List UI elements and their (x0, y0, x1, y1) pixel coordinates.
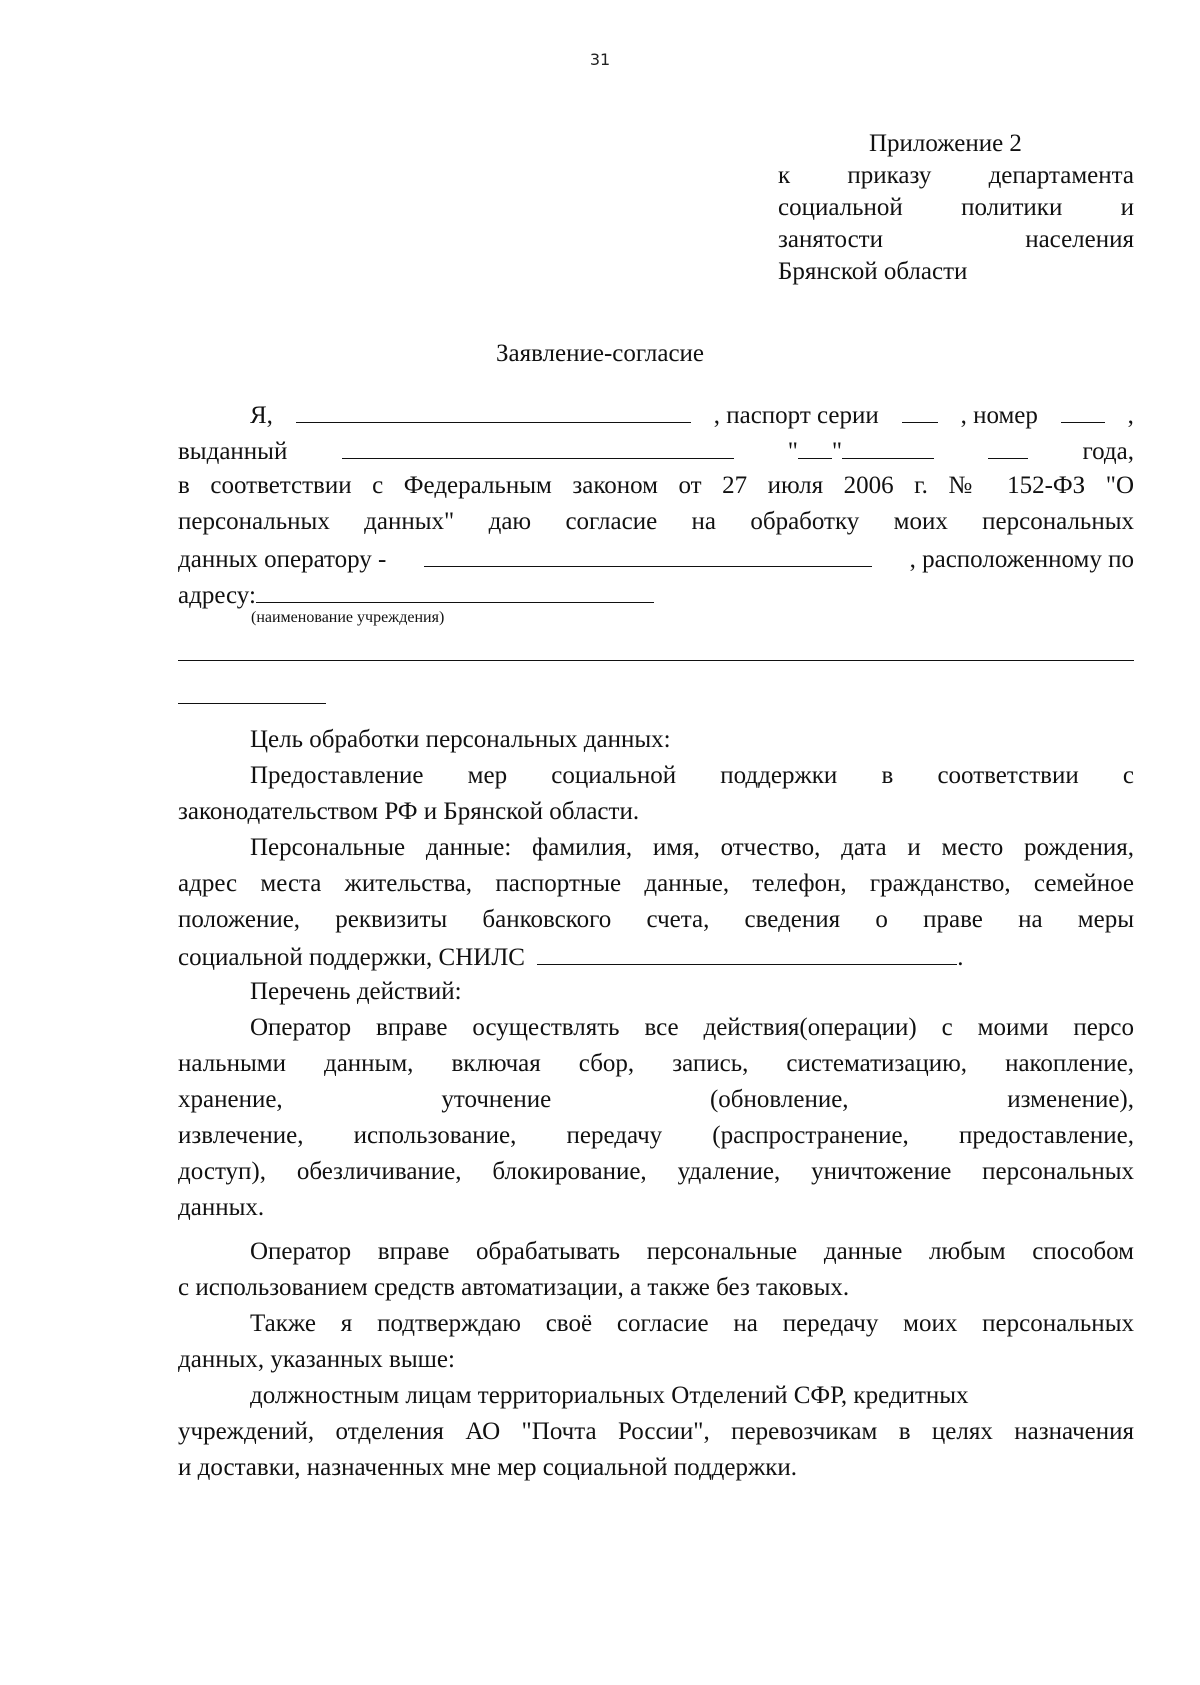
form-row-address (178, 576, 1134, 609)
appendix-line-2 (778, 192, 1134, 224)
actions-line: доступ), обезличивание, блокирование, удаление, уничтожение персональных (178, 1158, 1134, 1185)
consent-form (178, 396, 1134, 704)
form-row-law (178, 468, 1134, 504)
actions-line: хранение, уточнение (обновление, изменение), (178, 1086, 1134, 1113)
period: . (957, 944, 964, 971)
personal-data-line: адрес места жительства, паспортные данные, телефон, гражданство, семейное (178, 870, 1134, 897)
quote-open: " (787, 438, 798, 465)
recipients-section (178, 1378, 1134, 1486)
appendix-word: департамента (988, 162, 1134, 189)
purpose-section (178, 722, 1134, 830)
document-title: Заявление-согласие (495, 340, 705, 367)
transfer-line: данных, указанных выше: (178, 1346, 455, 1373)
actions-line: нальными данным, включая сбор, запись, систематизацию, накопление, (178, 1050, 1134, 1077)
processing-line: Оператор вправе обрабатывать персональные данные любым способом (250, 1238, 1134, 1265)
personal-data-line: положение, реквизиты банковского счета, сведения о праве на меры (178, 906, 1134, 933)
appendix-title: Приложение 2 (869, 130, 1022, 157)
appendix-word: к (778, 162, 791, 189)
passport-number-field[interactable] (1061, 396, 1105, 423)
appendix-word: приказу (847, 162, 932, 189)
label-address: адресу: (178, 582, 256, 609)
label-issued: выданный (178, 438, 288, 465)
label-year: года, (1082, 438, 1134, 465)
purpose-text-line: законодательством РФ и Брянской области. (178, 798, 640, 825)
actions-line: извлечение, использование, передачу (распространение, предоставление, (178, 1122, 1134, 1149)
form-row-issued (178, 432, 1134, 468)
passport-series-field[interactable] (902, 396, 938, 423)
recipients-line: учреждений, отделения АО "Почта России", перевозчикам в целях назначения (178, 1418, 1134, 1445)
purpose-heading: Цель обработки персональных данных: (250, 726, 671, 753)
snils-field[interactable] (537, 938, 957, 965)
appendix-word: политики (961, 194, 1063, 221)
appendix-word: социальной (778, 194, 903, 221)
operator-name-field[interactable] (424, 540, 872, 567)
form-row-consent (178, 504, 1134, 540)
actions-line: Оператор вправе осуществлять все действия(операции) с моими персо (250, 1014, 1134, 1041)
personal-data-section (178, 830, 1134, 976)
label-passport-series: , паспорт серии (713, 402, 879, 429)
address-field[interactable] (256, 576, 654, 603)
label-operator: данных оператору - (178, 546, 387, 573)
form-row-name-passport (178, 396, 1134, 432)
page-number: 31 (589, 50, 611, 69)
actions-heading: Перечень действий: (250, 978, 462, 1005)
snils-label: социальной поддержки, СНИЛС (178, 944, 525, 971)
actions-line: данных. (178, 1194, 265, 1221)
issue-day-field[interactable] (798, 432, 832, 459)
address-continuation-line[interactable] (178, 660, 1134, 661)
issued-by-field[interactable] (342, 432, 734, 459)
institution-name-caption: (наименование учреждения) (251, 609, 445, 626)
issue-month-field[interactable] (842, 432, 934, 459)
purpose-text-line: Предоставление мер социальной поддержки в соответствии с (250, 762, 1134, 789)
consent-text: персональных данных" даю согласие на обработку моих персональных (178, 508, 1134, 535)
appendix-line-4: Брянской области (778, 258, 968, 285)
appendix-word: населения (1025, 226, 1134, 253)
date-group (788, 432, 934, 470)
comma: , (1127, 402, 1134, 429)
personal-data-line: Персональные данные: фамилия, имя, отчество, дата и место рождения, (250, 834, 1134, 861)
label-number: , номер (960, 402, 1038, 429)
label-ya: Я, (250, 402, 273, 429)
appendix-line-3 (778, 224, 1134, 256)
recipients-line: и доставки, назначенных мне мер социальной поддержки. (178, 1454, 798, 1481)
processing-section (178, 1234, 1134, 1306)
label-located: , расположенному по (909, 546, 1134, 573)
actions-section (178, 974, 1134, 1226)
appendix-line-1 (778, 160, 1134, 192)
address-continuation-short-line[interactable] (178, 703, 326, 704)
recipients-line: должностным лицам территориальных Отделений СФР, кредитных (250, 1382, 969, 1409)
transfer-line: Также я подтверждаю своё согласие на передачу моих персональных (250, 1310, 1134, 1337)
snils-line (178, 938, 1134, 976)
transfer-section (178, 1306, 1134, 1378)
appendix-header (778, 128, 1134, 288)
issue-year-field[interactable] (988, 432, 1028, 459)
quote-close: " (831, 438, 843, 465)
appendix-word: занятости (778, 226, 883, 253)
form-row-operator (178, 540, 1134, 576)
processing-line: с использованием средств автоматизации, а также без таковых. (178, 1274, 850, 1301)
law-text: в соответствии с Федеральным законом от 27 июля 2006 г. № 152-ФЗ "О (178, 472, 1134, 499)
full-name-field[interactable] (296, 396, 691, 423)
appendix-word: и (1120, 194, 1134, 221)
